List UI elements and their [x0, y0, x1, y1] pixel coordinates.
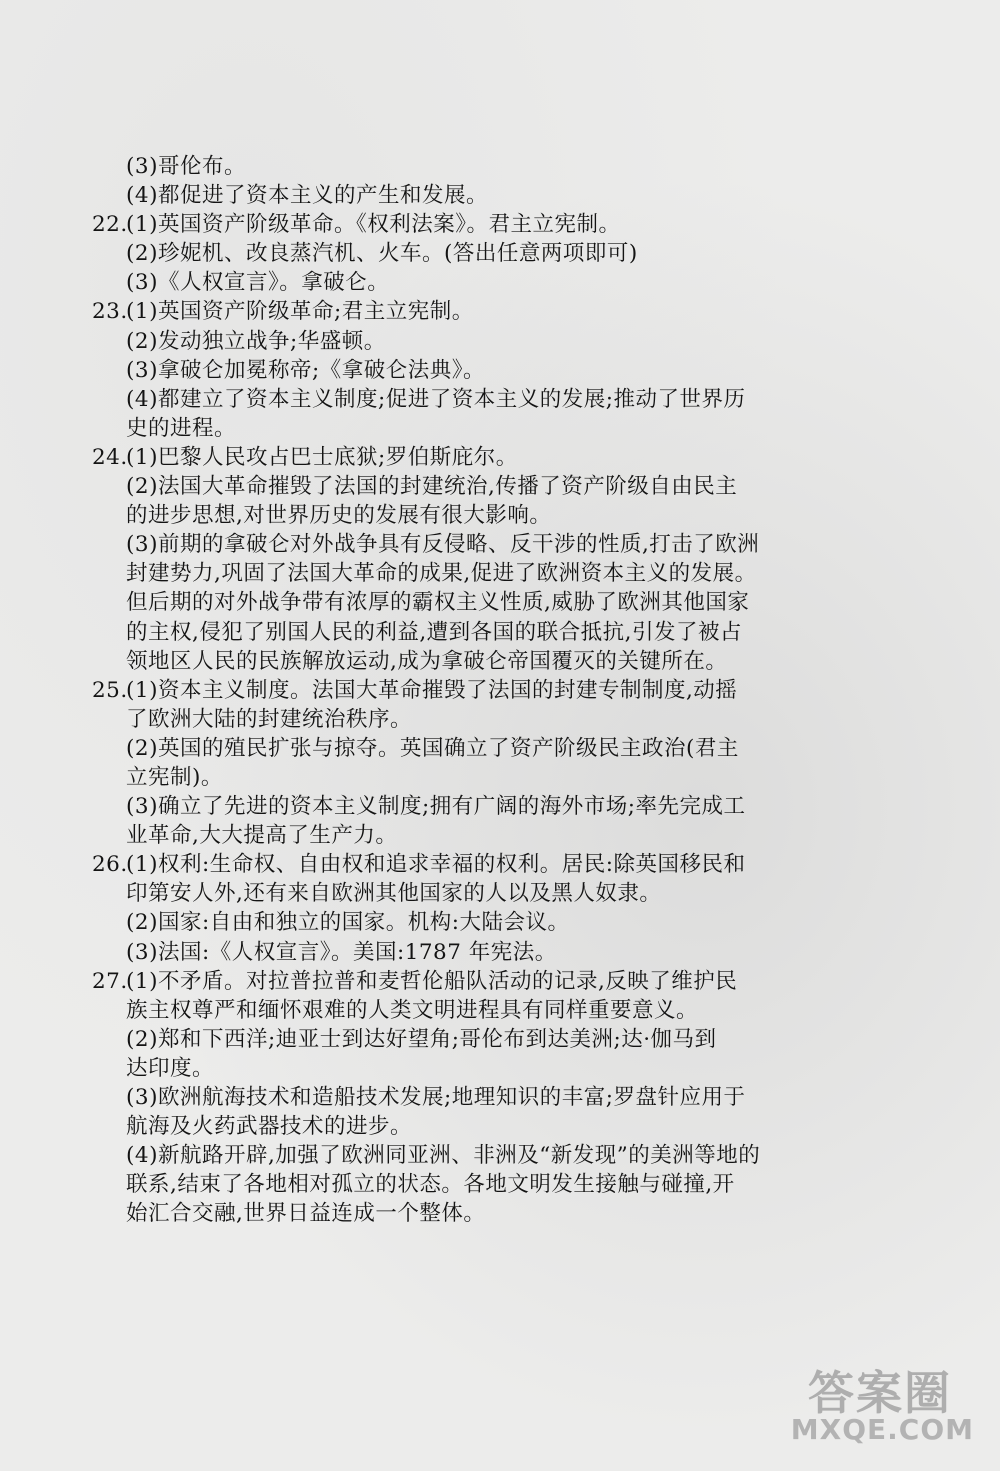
text-line: (2)法国大革命摧毁了法国的封建统治,传播了资产阶级自由民主: [126, 474, 738, 500]
answer-24: [92, 443, 832, 676]
text-line: 领地区人民的民族解放运动,成为拿破仑帝国覆灭的关键所在。: [126, 648, 728, 674]
text-line: 史的进程。: [126, 415, 237, 441]
question-number: 25.: [92, 677, 128, 703]
text-line: (3)确立了先进的资本主义制度;拥有广阔的海外市场;率先完成工: [126, 794, 746, 820]
text-line: 业革命,大大提高了生产力。: [126, 823, 398, 849]
text-line: 联系,结束了各地相对孤立的状态。各地文明发生接触与碰撞,开: [126, 1172, 735, 1198]
question-number: 23.: [92, 299, 128, 325]
text-line: (4)都促进了资本主义的产生和发展。: [126, 183, 488, 209]
text-line: (3)欧洲航海技术和造船技术发展;地理知识的丰富;罗盘针应用于: [126, 1085, 746, 1110]
text-line: (4)新航路开辟,加强了欧洲同亚洲、非洲及“新发现”的美洲等地的: [126, 1143, 761, 1169]
text-line: (3)拿破仑加冕称帝;《拿破仑法典》。: [126, 357, 485, 383]
text-line: (2)珍妮机、改良蒸汽机、火车。(答出任意两项即可): [126, 241, 638, 267]
text-line: (1)巴黎人民攻占巴士底狱;罗伯斯庇尔。: [126, 444, 518, 470]
watermark-logo: [780, 1357, 980, 1453]
answer-22: [92, 210, 832, 297]
text-line: 封建势力,巩固了法国大革命的成果,促进了欧洲资本主义的发展。: [126, 561, 757, 587]
text-line: (1)资本主义制度。法国大革命摧毁了法国的封建专制制度,动摇: [126, 677, 738, 703]
text-line: (3)哥伦布。: [126, 154, 246, 179]
text-line: (2)英国的殖民扩张与掠夺。英国确立了资产阶级民主政治(君主: [126, 735, 739, 761]
watermark-text: 答案圈: [808, 1366, 952, 1420]
answer-23: [92, 297, 832, 442]
text-line: (1)英国资产阶级革命。《权利法案》。君主立宪制。: [126, 212, 621, 238]
text-line: 达印度。: [126, 1055, 215, 1081]
question-number: 24.: [92, 444, 128, 470]
text-line: 印第安人外,还有来自欧洲其他国家的人以及黑人奴隶。: [126, 881, 662, 907]
answer-27: [92, 967, 832, 1229]
text-line: (3)法国:《人权宣言》。美国:1787 年宪法。: [126, 939, 557, 965]
text-line: (2)国家:自由和独立的国家。机构:大陆会议。: [126, 910, 570, 936]
text-line: (1)英国资产阶级革命;君主立宪制。: [126, 299, 474, 325]
text-line: 了欧洲大陆的封建统治秩序。: [126, 706, 413, 732]
text-line: 始汇合交融,世界日益连成一个整体。: [126, 1201, 486, 1227]
text-line: (2)发动独立战争;华盛顿。: [126, 328, 386, 354]
question-number: 27.: [92, 968, 128, 994]
text-line: (1)权利:生命权、自由权和追求幸福的权利。居民:除英国移民和: [126, 852, 746, 878]
text-line: 航海及火药武器技术的进步。: [126, 1114, 413, 1140]
answer-26: [92, 850, 832, 966]
answer-21-tail: [126, 152, 832, 210]
text-line: 立宪制)。: [126, 764, 223, 790]
text-line: (2)郑和下西洋;迪亚士到达好望角;哥伦布到达美洲;达·伽马到: [126, 1026, 717, 1052]
text-line: (3)《人权宣言》。拿破仑。: [126, 270, 390, 296]
watermark-domain: MXQE.COM: [790, 1413, 974, 1446]
question-number: 22.: [92, 212, 128, 238]
text-line: (4)都建立了资本主义制度;促进了资本主义的发展;推动了世界历: [126, 386, 746, 412]
text-line: (1)不矛盾。对拉普拉普和麦哲伦船队活动的记录,反映了维护民: [126, 968, 738, 994]
answer-text: [92, 152, 832, 1228]
question-number: 26.: [92, 852, 128, 878]
text-line: 的进步思想,对世界历史的发展有很大影响。: [126, 503, 552, 529]
text-line: (3)前期的拿破仑对外战争具有反侵略、反干涉的性质,打击了欧洲: [126, 532, 760, 558]
text-line: 但后期的对外战争带有浓厚的霸权主义性质,威胁了欧洲其他国家: [126, 590, 750, 616]
text-line: 族主权尊严和缅怀艰难的人类文明进程具有同样重要意义。: [126, 997, 699, 1023]
answer-25: [92, 676, 832, 851]
text-line: 的主权,侵犯了别国人民的利益,遭到各国的联合抵抗,引发了被占: [126, 619, 743, 645]
